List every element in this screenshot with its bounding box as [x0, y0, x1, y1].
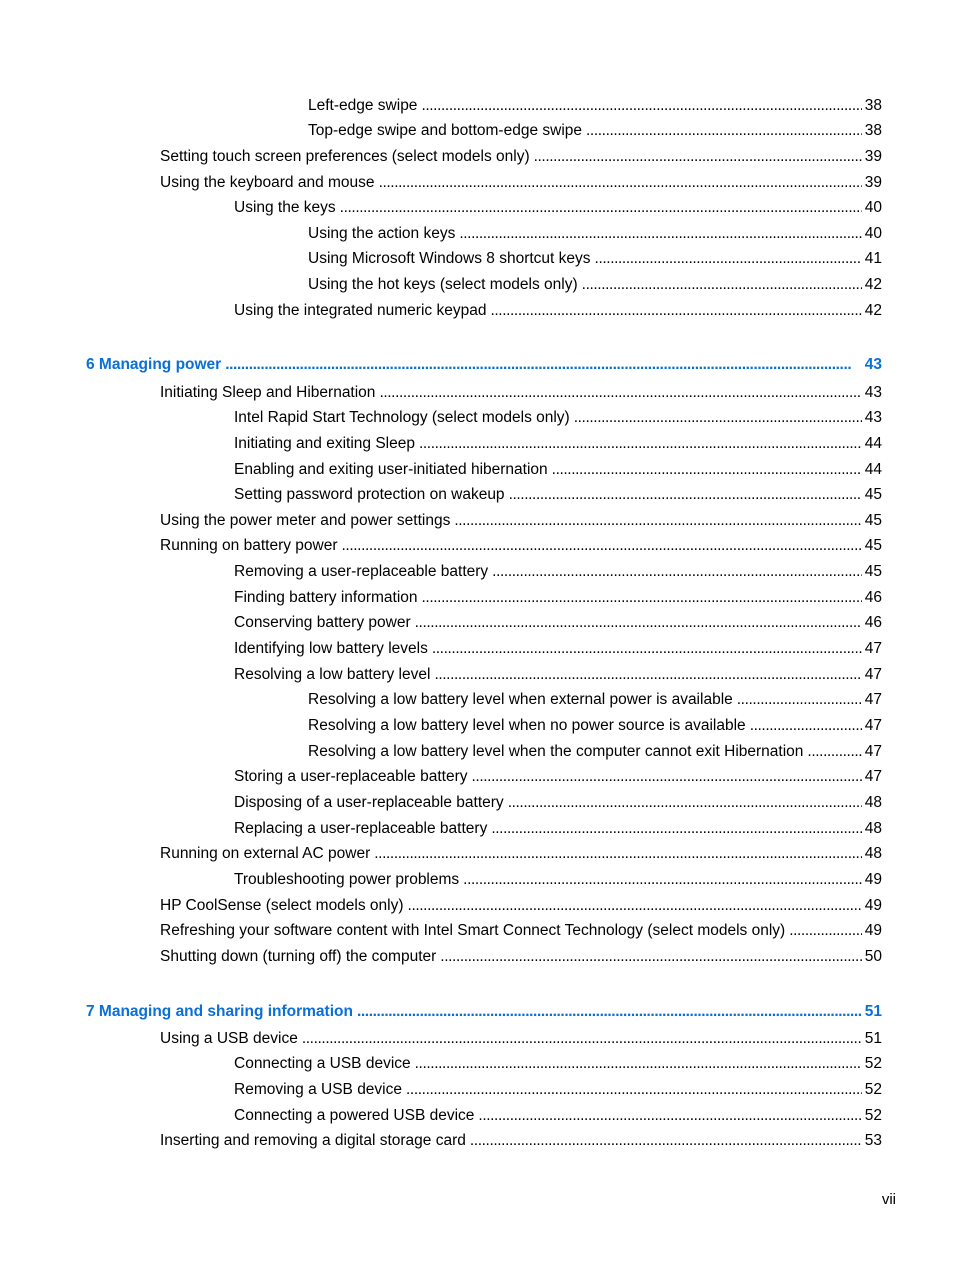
- toc-entry-page: 46: [864, 614, 882, 631]
- dot-leader: [340, 198, 862, 218]
- toc-entry-title: Setting password protection on wakeup: [234, 486, 505, 503]
- toc-entry-title: Intel Rapid Start Technology (select models only): [234, 409, 570, 426]
- dot-leader: [478, 1106, 861, 1126]
- toc-entry[interactable]: [234, 485, 882, 505]
- toc-entry-title: Using the power meter and power settings: [160, 512, 451, 529]
- dot-leader: [379, 173, 862, 193]
- toc-entry[interactable]: [234, 198, 882, 218]
- dot-leader: [490, 301, 861, 321]
- dot-leader: [582, 275, 862, 295]
- toc-entry-title: Removing a USB device: [234, 1081, 402, 1098]
- toc-entry-page: 49: [864, 897, 882, 914]
- toc-entry-title: Using the integrated numeric keypad: [234, 302, 487, 319]
- toc-entry[interactable]: [234, 1106, 882, 1126]
- dot-leader: [789, 921, 862, 941]
- toc-entry-page: 44: [864, 435, 882, 452]
- toc-entry[interactable]: [308, 96, 882, 116]
- dot-leader: [595, 249, 862, 269]
- toc-entry[interactable]: [160, 844, 882, 864]
- toc-entry[interactable]: [160, 921, 882, 941]
- toc-entry[interactable]: [160, 947, 882, 967]
- toc-entry[interactable]: [234, 870, 882, 890]
- toc-entry-title: Conserving battery power: [234, 614, 411, 631]
- toc-entry-page: 45: [864, 486, 882, 503]
- toc-entry-page: 52: [864, 1107, 882, 1124]
- toc-entry-page: 53: [864, 1132, 882, 1149]
- toc-entry-page: 47: [864, 666, 882, 683]
- dot-leader: [463, 870, 862, 890]
- dot-leader: [421, 96, 861, 116]
- toc-entry-page: 51: [864, 1030, 882, 1047]
- toc-entry-title: Disposing of a user-replaceable battery: [234, 794, 504, 811]
- dot-leader: [472, 767, 862, 787]
- toc-entry[interactable]: [234, 562, 882, 582]
- toc-entry-title: Using the keys: [234, 199, 336, 216]
- toc-entry-title: Using the hot keys (select models only): [308, 276, 578, 293]
- toc-entry[interactable]: [308, 121, 882, 141]
- toc-entry-page: 45: [864, 563, 882, 580]
- toc-entry-title: Enabling and exiting user-initiated hibernation: [234, 461, 548, 478]
- toc-entry-title: Troubleshooting power problems: [234, 871, 460, 888]
- toc-entry[interactable]: [160, 173, 882, 193]
- toc-entry-page: 48: [864, 794, 882, 811]
- toc-entry-page: 52: [864, 1055, 882, 1072]
- toc-entry[interactable]: [308, 275, 882, 295]
- toc-entry-title: Using Microsoft Windows 8 shortcut keys: [308, 250, 591, 267]
- toc-entry[interactable]: [308, 224, 882, 244]
- toc-entry[interactable]: [160, 536, 882, 556]
- toc-entry-title: Inserting and removing a digital storage card: [160, 1132, 466, 1149]
- toc-entry[interactable]: [234, 408, 882, 428]
- toc-entry-title: Using a USB device: [160, 1030, 298, 1047]
- toc-entry-page: 43: [864, 409, 882, 426]
- toc-entry[interactable]: [234, 819, 882, 839]
- toc-entry[interactable]: [160, 383, 882, 403]
- dot-leader: [434, 665, 861, 685]
- toc-entry-page: 47: [864, 768, 882, 785]
- toc-entry-title: Resolving a low battery level when external power is available: [308, 691, 733, 708]
- toc-entry-title: Initiating and exiting Sleep: [234, 435, 415, 452]
- toc-entry-title: Identifying low battery levels: [234, 640, 428, 657]
- toc-entry-page: 39: [864, 148, 882, 165]
- toc-entry-title: Replacing a user-replaceable battery: [234, 820, 488, 837]
- toc-entry[interactable]: [234, 613, 882, 633]
- toc-entry-page: 39: [864, 174, 882, 191]
- toc-entry-title: Removing a user-replaceable battery: [234, 563, 489, 580]
- toc-chapter[interactable]: [86, 1002, 882, 1022]
- toc-entry-page: 43: [864, 384, 882, 401]
- toc-entry-page: 48: [864, 820, 882, 837]
- dot-leader: [357, 1002, 862, 1022]
- toc-entry[interactable]: [234, 665, 882, 685]
- toc-entry-title: Resolving a low battery level: [234, 666, 431, 683]
- toc-entry-title: Connecting a USB device: [234, 1055, 411, 1072]
- toc-entry-page: 45: [864, 512, 882, 529]
- toc-entry-page: 50: [864, 948, 882, 965]
- toc-entry-page: 42: [864, 302, 882, 319]
- toc-entry[interactable]: [234, 434, 882, 454]
- toc-entry-title: Running on battery power: [160, 537, 338, 554]
- toc-entry[interactable]: [234, 460, 882, 480]
- toc-entry[interactable]: [234, 639, 882, 659]
- toc-entry[interactable]: [234, 1054, 882, 1074]
- dot-leader: [586, 121, 862, 141]
- toc-entry-page: 49: [864, 871, 882, 888]
- toc-entry[interactable]: [308, 742, 882, 762]
- toc-entry-title: Connecting a powered USB device: [234, 1107, 475, 1124]
- dot-leader: [415, 1054, 862, 1074]
- dot-leader: [737, 690, 862, 710]
- toc-entry-page: 47: [864, 743, 882, 760]
- toc-entry-title: Using the action keys: [308, 225, 456, 242]
- toc-entry-title: HP CoolSense (select models only): [160, 897, 404, 914]
- toc-entry-page: 40: [864, 199, 882, 216]
- toc-entry-page: 46: [864, 589, 882, 606]
- dot-leader: [406, 1080, 862, 1100]
- toc-entry-title: Refreshing your software content with Intel Smart Connect Technology (select models only): [160, 922, 786, 939]
- toc-chapter-title: 7 Managing and sharing information: [86, 1003, 353, 1020]
- dot-leader: [509, 485, 862, 505]
- toc-entry[interactable]: [160, 896, 882, 916]
- toc-entry-title: Initiating Sleep and Hibernation: [160, 384, 376, 401]
- dot-leader: [454, 511, 861, 531]
- toc-entry[interactable]: [234, 1080, 882, 1100]
- toc-chapter-page: 51: [864, 1003, 882, 1020]
- dot-leader: [470, 1131, 862, 1151]
- dot-leader: [508, 793, 862, 813]
- toc-entry[interactable]: [160, 147, 882, 167]
- toc-entry-page: 41: [864, 250, 882, 267]
- toc-entry-title: Top-edge swipe and bottom-edge swipe: [308, 122, 583, 139]
- toc-entry-title: Running on external AC power: [160, 845, 371, 862]
- toc-entry[interactable]: [234, 588, 882, 608]
- dot-leader: [342, 536, 862, 556]
- toc-entry-title: Shutting down (turning off) the computer: [160, 948, 437, 965]
- toc-entry-page: 44: [864, 461, 882, 478]
- page-number: vii: [881, 1191, 896, 1208]
- toc-entry[interactable]: [234, 793, 882, 813]
- toc-entry-page: 52: [864, 1081, 882, 1098]
- toc-entry-title: Left-edge swipe: [308, 97, 418, 114]
- toc-entry[interactable]: [234, 767, 882, 787]
- toc-entry-title: Resolving a low battery level when the computer cannot exit Hibernation: [308, 743, 804, 760]
- toc-entry-title: Finding battery information: [234, 589, 418, 606]
- toc-entry-page: 48: [864, 845, 882, 862]
- dot-leader: [422, 588, 862, 608]
- toc-chapter-title: 6 Managing power: [86, 356, 222, 373]
- toc-entry[interactable]: [234, 301, 882, 321]
- toc-entry[interactable]: [308, 249, 882, 269]
- dot-leader: [750, 716, 862, 736]
- toc-entry-page: 38: [864, 97, 882, 114]
- dot-leader: [432, 639, 862, 659]
- toc-entry-title: Setting touch screen preferences (select models only): [160, 148, 530, 165]
- dot-leader: [415, 613, 862, 633]
- toc-entry[interactable]: [308, 690, 882, 710]
- dot-leader: [491, 819, 861, 839]
- toc-entry-page: 42: [864, 276, 882, 293]
- dot-leader: [574, 408, 862, 428]
- dot-leader: [440, 947, 861, 967]
- dot-leader: [379, 383, 861, 403]
- toc-entry[interactable]: [160, 511, 882, 531]
- toc-entry-page: 47: [864, 640, 882, 657]
- toc-entry-title: Using the keyboard and mouse: [160, 174, 375, 191]
- dot-leader: [374, 844, 862, 864]
- dot-leader: [534, 147, 862, 167]
- dot-leader: [492, 562, 862, 582]
- dot-leader: [459, 224, 861, 244]
- toc-chapter[interactable]: [86, 355, 882, 375]
- toc-entry-page: 45: [864, 537, 882, 554]
- toc-entry-page: 38: [864, 122, 882, 139]
- toc-entry-page: 47: [864, 691, 882, 708]
- toc-entry-page: 47: [864, 717, 882, 734]
- toc-entry[interactable]: [308, 716, 882, 736]
- dot-leader: [225, 355, 862, 375]
- dot-leader: [552, 460, 862, 480]
- toc-entry-title: Storing a user-replaceable battery: [234, 768, 468, 785]
- toc-entry-page: 40: [864, 225, 882, 242]
- dot-leader: [419, 434, 862, 454]
- toc-entry-page: 49: [864, 922, 882, 939]
- dot-leader: [302, 1029, 862, 1049]
- toc-entry-title: Resolving a low battery level when no power source is available: [308, 717, 746, 734]
- dot-leader: [807, 742, 861, 762]
- toc-entry[interactable]: [160, 1131, 882, 1151]
- toc-entry[interactable]: [160, 1029, 882, 1049]
- toc-chapter-page: 43: [864, 356, 882, 373]
- dot-leader: [408, 896, 862, 916]
